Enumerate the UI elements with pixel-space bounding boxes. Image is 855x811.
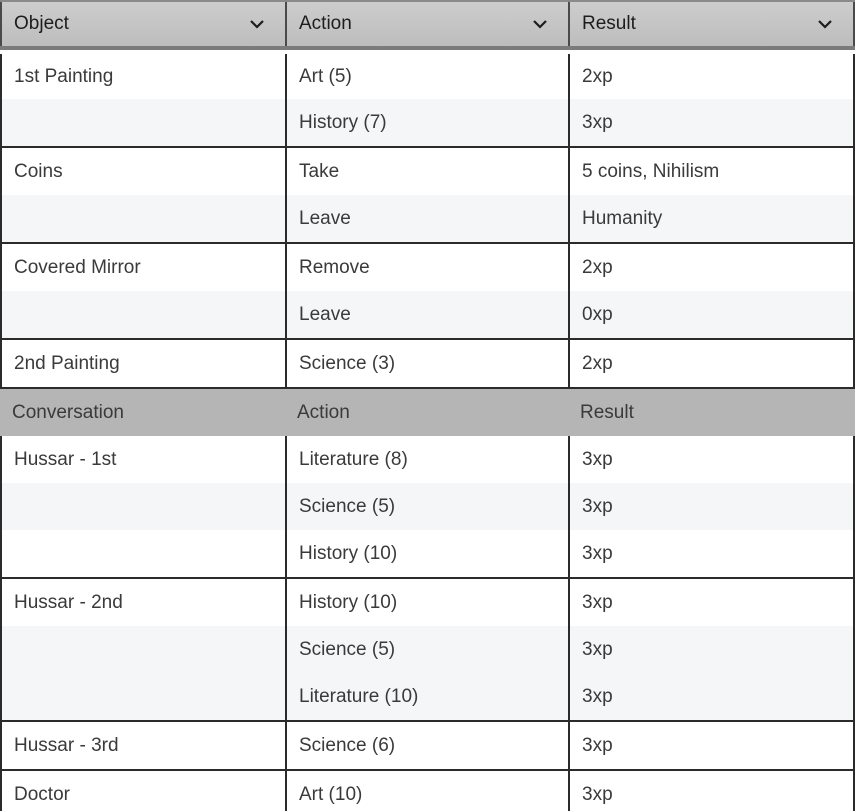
action-value: History (7) xyxy=(287,99,568,146)
result-cell xyxy=(568,340,855,387)
action-value: Science (5) xyxy=(287,626,568,673)
object-name: 1st Painting xyxy=(14,65,114,87)
action-cell xyxy=(285,148,568,242)
section-col3 xyxy=(568,389,855,436)
action-value: Science (6) xyxy=(299,734,396,756)
empty-cell xyxy=(2,673,285,720)
header-object-filter[interactable] xyxy=(0,2,285,46)
empty-cell xyxy=(2,99,285,146)
action-value: History (10) xyxy=(299,591,398,613)
action-cell xyxy=(285,244,568,338)
section-col2 xyxy=(285,389,568,436)
header-action-filter[interactable] xyxy=(285,2,568,46)
result-value: 3xp xyxy=(582,448,613,470)
result-value: 3xp xyxy=(570,483,853,530)
result-cell xyxy=(568,148,855,242)
action-cell xyxy=(285,579,568,720)
section-conversation-label: Conversation xyxy=(12,401,124,423)
chevron-down-icon xyxy=(815,14,835,34)
object-cell xyxy=(0,340,285,387)
action-value: Science (5) xyxy=(287,483,568,530)
empty-cell xyxy=(2,291,285,338)
action-value: Literature (10) xyxy=(287,673,568,720)
object-name: Covered Mirror xyxy=(14,256,141,278)
object-name: Doctor xyxy=(14,783,70,805)
action-value: Science (3) xyxy=(299,352,396,374)
action-value: Leave xyxy=(287,291,568,338)
object-name: Hussar - 2nd xyxy=(14,591,123,613)
action-value: History (10) xyxy=(299,542,398,564)
action-value: Leave xyxy=(287,195,568,242)
empty-cell xyxy=(2,483,285,530)
object-name: Hussar - 1st xyxy=(14,448,117,470)
table-row-group xyxy=(0,436,855,579)
action-value: Remove xyxy=(299,256,370,278)
section-header-row xyxy=(0,389,855,436)
result-value: 3xp xyxy=(582,591,613,613)
result-cell xyxy=(568,244,855,338)
result-cell xyxy=(568,579,855,720)
result-cell xyxy=(568,722,855,769)
action-cell xyxy=(285,54,568,146)
object-cell xyxy=(0,244,285,338)
result-value: 0xp xyxy=(570,291,853,338)
table-row-group xyxy=(0,722,855,771)
object-cell xyxy=(0,436,285,577)
table-body xyxy=(0,54,855,811)
action-value: Art (10) xyxy=(299,783,363,805)
action-cell xyxy=(285,340,568,387)
result-value: Humanity xyxy=(570,195,853,242)
table-row-group xyxy=(0,579,855,722)
table-row-group xyxy=(0,771,855,811)
table-header xyxy=(0,0,855,50)
table-row-group xyxy=(0,54,855,148)
header-result-label: Result xyxy=(582,13,636,34)
header-object-label: Object xyxy=(14,13,69,34)
result-value: 3xp xyxy=(570,99,853,146)
result-value: 2xp xyxy=(582,256,613,278)
header-result-filter[interactable] xyxy=(568,2,855,46)
result-value: 3xp xyxy=(570,626,853,673)
header-action-label: Action xyxy=(299,13,352,34)
chevron-down-icon xyxy=(247,14,267,34)
object-name: 2nd Painting xyxy=(14,352,120,374)
result-value: 3xp xyxy=(582,734,613,756)
section-result-label: Result xyxy=(580,401,634,423)
object-cell xyxy=(0,148,285,242)
result-value: 3xp xyxy=(582,542,613,564)
action-cell xyxy=(285,771,568,811)
object-cell xyxy=(0,771,285,811)
object-cell xyxy=(0,579,285,720)
action-cell xyxy=(285,722,568,769)
section-action-label: Action xyxy=(297,401,350,423)
object-cell xyxy=(0,54,285,146)
action-value: Literature (8) xyxy=(299,448,408,470)
result-cell xyxy=(568,54,855,146)
action-value: Art (5) xyxy=(299,65,352,87)
result-cell xyxy=(568,771,855,811)
empty-cell xyxy=(2,626,285,673)
action-value: Take xyxy=(299,160,340,182)
table-row-group xyxy=(0,148,855,244)
section-col1 xyxy=(0,389,285,436)
result-value: 3xp xyxy=(570,673,853,720)
table-row-group xyxy=(0,244,855,340)
object-name: Coins xyxy=(14,160,63,182)
object-name: Hussar - 3rd xyxy=(14,734,119,756)
table-row-group xyxy=(0,340,855,389)
result-value: 2xp xyxy=(582,352,613,374)
object-cell xyxy=(0,722,285,769)
chevron-down-icon xyxy=(530,14,550,34)
result-value: 5 coins, Nihilism xyxy=(582,160,720,182)
result-value: 2xp xyxy=(582,65,613,87)
empty-cell xyxy=(2,530,285,577)
action-cell xyxy=(285,436,568,577)
result-value: 3xp xyxy=(582,783,613,805)
result-cell xyxy=(568,436,855,577)
empty-cell xyxy=(2,195,285,242)
